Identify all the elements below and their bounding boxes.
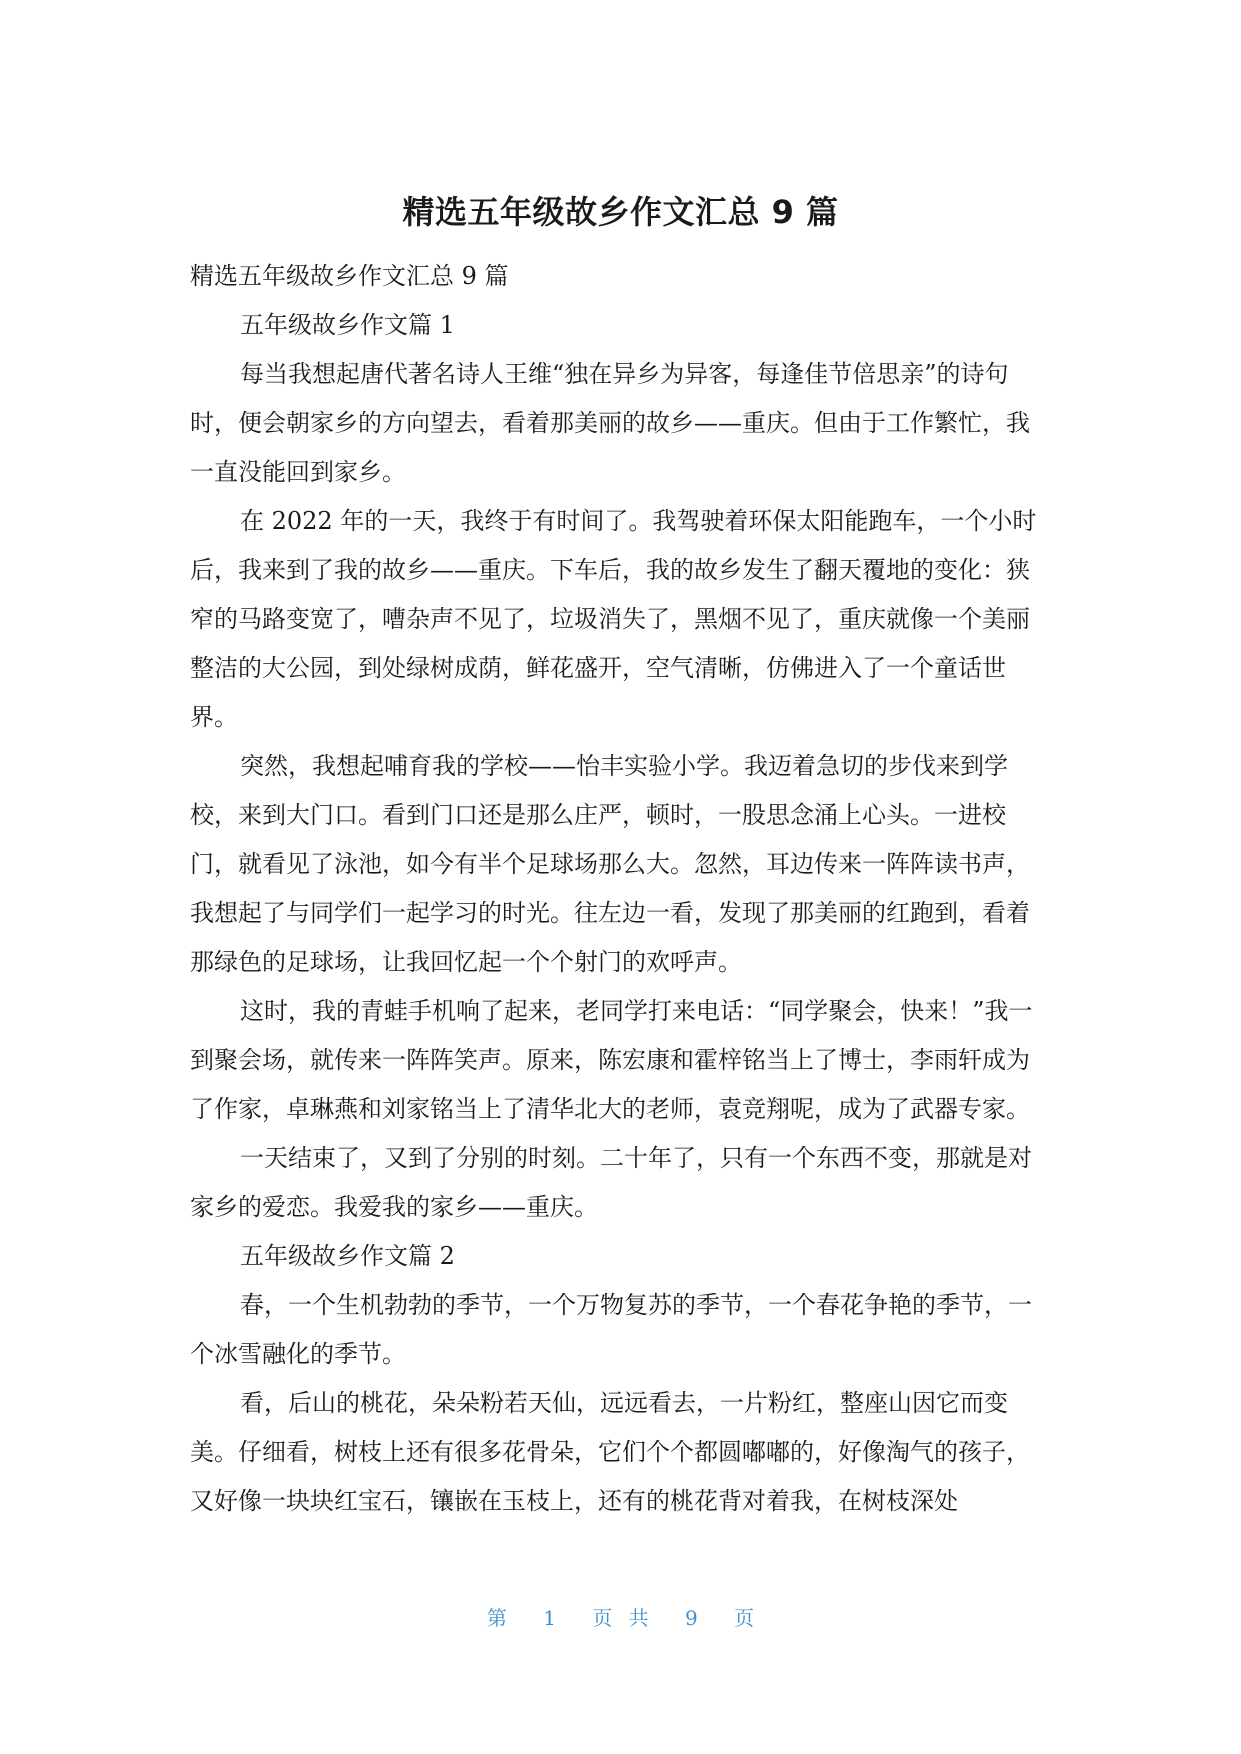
paragraph: 春，一个生机勃勃的季节，一个万物复苏的季节，一个春花争艳的季节，一个冰雪融化的季节。	[190, 1291, 1032, 1368]
footer-middle: 页 共	[592, 1606, 649, 1630]
section-heading-2: 五年级故乡作文篇 2	[240, 1242, 455, 1270]
current-page-number: 1	[543, 1606, 556, 1630]
document-subtitle: 精选五年级故乡作文汇总 9 篇	[190, 262, 509, 290]
document-title: 精选五年级故乡作文汇总 9 篇	[402, 193, 839, 231]
footer-prefix: 第	[486, 1606, 507, 1630]
section-heading-1: 五年级故乡作文篇 1	[240, 311, 455, 339]
paragraph: 这时，我的青蛙手机响了起来，老同学打来电话：“同学聚会，快来！”我一到聚会场，就传来一阵阵笑声。原来，陈宏康和霍梓铭当上了博士，李雨轩成为了作家，卓琳燕和刘家铭当上了清华北大的老师，袁竞翔呢，成为了武器专家。	[190, 997, 1033, 1123]
total-pages-number: 9	[685, 1606, 698, 1630]
paragraph: 在 2022 年的一天，我终于有时间了。我驾驶着环保太阳能跑车，一个小时后，我来到了我的故乡——重庆。下车后，我的故乡发生了翻天覆地的变化：狭窄的马路变宽了，嘈杂声不见了，垃圾消失了，黑烟不见了，重庆就像一个美丽整洁的大公园，到处绿树成荫，鲜花盛开，空气清晰，仿佛进入了一个童话世界。	[190, 507, 1037, 731]
paragraph: 一天结束了，又到了分别的时刻。二十年了，只有一个东西不变，那就是对家乡的爱恋。我爱我的家乡——重庆。	[190, 1144, 1032, 1221]
paragraph: 突然，我想起哺育我的学校——怡丰实验小学。我迈着急切的步伐来到学校，来到大门口。看到门口还是那么庄严，顿时，一股思念涌上心头。一进校门，就看见了泳池，如今有半个足球场那么大。忽然，耳边传来一阵阵读书声，我想起了与同学们一起学习的时光。往左边一看，发现了那美丽的红跑到，看着那绿色的足球场，让我回忆起一个个射门的欢呼声。	[190, 752, 1030, 976]
paragraph: 每当我想起唐代著名诗人王维“独在异乡为异客，每逢佳节倍思亲”的诗句时，便会朝家乡的方向望去，看着那美丽的故乡——重庆。但由于工作繁忙，我一直没能回到家乡。	[190, 360, 1030, 486]
page-footer	[0, 1604, 1241, 1632]
document-body	[190, 252, 1040, 1526]
paragraph: 看，后山的桃花，朵朵粉若天仙，远远看去，一片粉红，整座山因它而变美。仔细看，树枝上还有很多花骨朵，它们个个都圆嘟嘟的，好像淘气的孩子，又好像一块块红宝石，镶嵌在玉枝上，还有的桃花背对着我，在树枝深处	[190, 1389, 1030, 1515]
footer-suffix: 页	[734, 1606, 755, 1630]
